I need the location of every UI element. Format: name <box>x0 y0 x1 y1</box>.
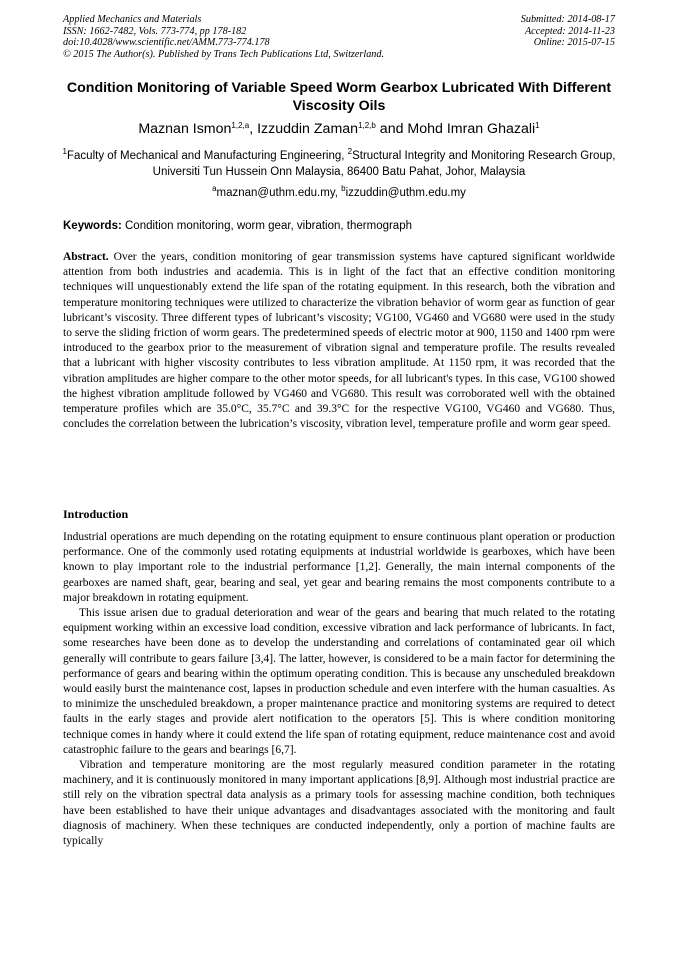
accepted-date: Accepted: 2014-11-23 <box>524 25 615 37</box>
affiliations <box>50 148 628 180</box>
journal-issn: ISSN: 1662-7482, Vols. 773-774, pp 178-182 <box>63 25 247 37</box>
submitted-date: Submitted: 2014-08-17 <box>520 14 615 25</box>
online-date: Online: 2015-07-15 <box>533 37 615 49</box>
affiliation-superscript: 1 <box>62 147 67 156</box>
paragraph: Vibration and temperature monitoring are the most regularly measured condition parameter in the rotating machinery, and it is continuously monitored in many important applications [8,9]. Although most industrial practice are still rely on the vibration spectral data analysis as a primary tools for assessing machine condition, both techniques have been established to have their unique advantages and disadvantages associated with the monitoring and fault diagnosis of machinery. When these techniques are conducted independently, only a portion of machine faults are typically <box>63 759 615 848</box>
section-heading-introduction: Introduction <box>63 507 129 521</box>
author-emails <box>50 185 628 201</box>
author-separator: , <box>249 121 258 137</box>
email-superscript: b <box>341 184 346 193</box>
introduction-body <box>63 530 615 849</box>
keywords <box>63 219 615 234</box>
publication-dates <box>395 14 615 49</box>
keywords-text: Condition monitoring, worm gear, vibration, thermograph <box>121 220 412 232</box>
affiliation-text: Faculty of Mechanical and Manufacturing Engineering, <box>67 150 348 162</box>
copyright-line: © 2015 The Author(s). Published by Trans Tech Publications Ltd, Switzerland. <box>63 48 385 60</box>
journal-name: Applied Mechanics and Materials <box>63 14 202 25</box>
keywords-label: Keywords: <box>63 220 122 232</box>
abstract-text: Over the years, condition monitoring of gear transmission systems have captured significant worldwide attention from both industries and academia. This is in light of the fact that an effective condition monitoring techniques will unquestionably extend the life span of the rotating equipment. In this research, both the vibration and temperature monitoring techniques were utilized to characterize the vibration behavior of worm gear as function of gear lubricant’s viscosity. Three different types of lubricant’s viscosity; VG100, VG460 and VG680 were used in the study to serve the sliding friction of worm gears. The predetermined speeds of electric motor at 900, 1150 and 1400 rpm were introduced to the gearbox prior to the measurement of vibration signal and temperature profile. The results revealed that a lubricant with higher viscosity contributes to less vibration amplitude. At 1150 rpm, it was recorded that the vibration amplitudes are higher compare to the other motor speeds, for all lubricant's types. In this case, VG100 showed the highest vibration amplitude followed by VG460 and VG680. This result was corroborated well with the obtained temperature profiles which are 35.0°C, 35.7°C and 39.3°C for the respective VG100, VG460 and VG680. Thus, concludes the correlation between the lubrication’s viscosity, vibration level, temperature profile and worm gear speed. <box>63 251 615 431</box>
paragraph: Industrial operations are much depending on the rotating equipment to ensure continuous plant operation or production performance. One of the commonly used rotating equipments at industrial worldwide is gearboxes, which have been known to play important role to the industrial performance [1,2]. Generally, the main internal components of the gearboxes are named shaft, gear, bearing and seal, yet gear and bearing remains the most components contribute to a major breakdown in rotating equipment. <box>63 531 615 604</box>
affiliation-text: Structural Integrity and Monitoring Research Group, Universiti Tun Hussein Onn Malaysia, 86400 Batu Pahat, Johor, Malaysia <box>152 150 616 178</box>
author-list <box>40 120 638 138</box>
affiliation-superscript: 2 <box>347 147 353 156</box>
author-name: Maznan Ismon <box>138 121 232 137</box>
abstract-label: Abstract. <box>63 251 109 263</box>
author-superscript: 1,2,a <box>231 121 250 130</box>
journal-doi: doi:10.4028/www.scientific.net/AMM.773-774.178 <box>63 37 270 49</box>
paragraph: This issue arisen due to gradual deterioration and wear of the gears and bearing that much related to the rotating equipment working within an excessive load condition, excessive vibration and lack performance of lubricants. In fact, some researches have been done as to develop the understanding and correlations of contaminated gear oil which generally will contribute to gears failure [3,4]. The latter, however, is considered to be a main factor for determining the performance of gears and bearing within the optimum operating condition. This is because any unscheduled breakdown would easily burst the maintenance cost, lapses in production schedule and even interfere with the human casualties. As to minimize the unscheduled breakdown, a proper maintenance practice and monitoring systems are required to detect faults in the early stages and provide alert notification to the operators [5]. This is where condition monitoring technique comes in handy where it could extend the life span of rotating equipment, reduce maintenance cost and avoid catastrophic failure to the gears and bearings [6,7]. <box>63 607 615 756</box>
author-superscript: 1,2,b <box>358 121 376 130</box>
author-name: Izzuddin Zaman <box>257 121 359 137</box>
email-address[interactable]: izzuddin@uthm.edu.my <box>345 187 466 199</box>
author-name: Mohd Imran Ghazali <box>407 121 536 137</box>
author-separator: and <box>375 121 408 137</box>
paper-title: Condition Monitoring of Variable Speed Worm Gearbox Lubricated With Different Viscosity Oils <box>66 80 612 114</box>
abstract <box>63 250 615 432</box>
email-superscript: a <box>212 184 217 193</box>
author-superscript: 1 <box>535 121 540 130</box>
email-address[interactable]: maznan@uthm.edu.my, <box>216 187 342 199</box>
